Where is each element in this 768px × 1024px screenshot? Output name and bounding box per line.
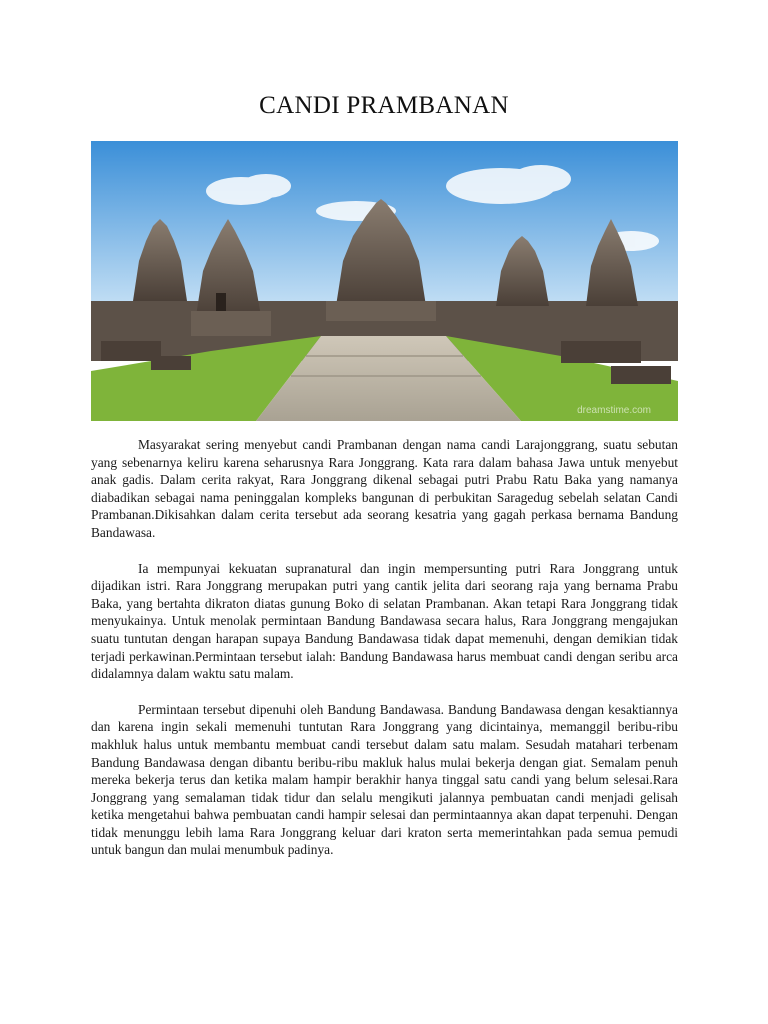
paragraph-1: Masyarakat sering menyebut candi Prambanan dengan nama candi Larajonggrang, suatu sebutan yang sebenarnya keliru karena seharusnya Rara Jonggrang. Kata rara dalam bahasa Jawa untuk menyebut anak gadis. Dalam cerita rakyat, Rara Jonggrang dikenal sebagai putri Prabu Ratu Baka yang namanya diabadikan sebagai nama peninggalan kompleks bangunan di perbukitan Saragedug sebelah selatan Candi Prambanan.Dikisahkan dalam cerita tersebut ada seorang kesatria yang gagah perkasa bernama Bandung Bandawasa.	[91, 437, 678, 540]
photo-watermark: dreamstime.com	[577, 405, 651, 416]
document-body	[91, 436, 678, 877]
paragraph-3: Permintaan tersebut dipenuhi oleh Bandung Bandawasa. Bandung Bandawasa dengan kesaktiannya dan karena ingin sekali memenuhi tuntutan Rara Jonggrang yang dicintainya, memanggil beribu-ribu makhluk halus untuk membantu membuat candi tersebut dalam satu malam. Sesudah matahari terbenam Bandung Bandawasa dengan dibantu beribu-ribu makluk halus mulai bekerja dengan giat. Semalam penuh mereka bekerja terus dan ketika malam hampir berakhir hanya tinggal satu candi yang belum selesai.Rara Jonggrang yang semalaman tidak tidur dan selalu mengikuti jalannya pembuatan candi menjadi gelisah ketika mengetahui bahwa pembuatan candi hampir selesai dan permintaannya akan dapat terpenuhi. Dengan tidak menunggu lebih lama Rara Jonggrang keluar dari kraton serta memerintahkan pada semua pemudi untuk bangun dan mulai menumbuk padinya.	[91, 701, 678, 858]
paragraph-2: Ia mempunyai kekuatan supranatural dan ingin mempersunting putri Rara Jonggrang untuk dijadikan istri. Rara Jonggrang merupakan putri yang cantik jelita dari seorang raja yang bernama Prabu Baka, yang bertahta dikraton diatas gunung Boko di selatan Prambanan. Akan tetapi Rara Jonggrang tidak menyukainya. Untuk menolak permintaan Bandung Bandawasa secara halus, Rara Jonggrang mengajukan suatu tuntutan dengan harapan supaya Bandung Bandawasa tidak dapat memenuhi, dengan demikian tidak terjadi perkawinan.Permintaan tersebut ialah: Bandung Bandawasa harus membuat candi dengan seribu arca didalamnya dalam waktu satu malam.	[91, 560, 678, 682]
temple-photo	[91, 141, 678, 421]
document-title: CANDI PRAMBANAN	[259, 92, 509, 119]
